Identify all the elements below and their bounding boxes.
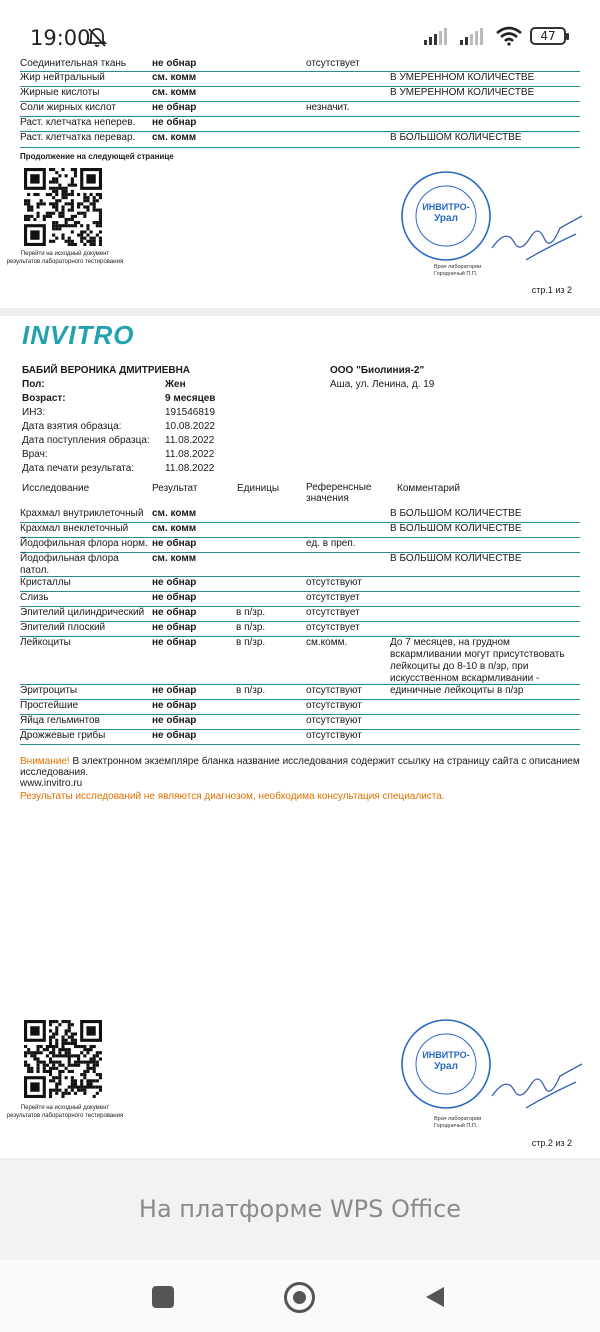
document-page-2[interactable]	[0, 316, 600, 1158]
back-button[interactable]	[424, 1285, 446, 1309]
result-value: см. комм	[152, 523, 197, 534]
table-row	[20, 508, 580, 523]
reference-value: отсутствует	[306, 58, 360, 69]
status-bar	[0, 0, 600, 56]
stamp-icon	[400, 170, 492, 262]
attention-note: Внимание! В электронном экземпляре бланка название исследования содержит ссылку на страницу сайта с описанием исследования.	[20, 756, 580, 778]
recent-apps-button[interactable]	[152, 1286, 174, 1308]
reference-value: ед. в преп.	[306, 538, 356, 549]
reference-value: отсутствует	[306, 592, 360, 603]
result-value: не обнар	[152, 538, 197, 549]
sample-date-label: Дата взятия образца:	[22, 421, 122, 432]
header-test: Исследование	[22, 483, 90, 494]
result-value: не обнар	[152, 607, 197, 618]
battery-level: 47	[540, 29, 556, 43]
table-row	[20, 523, 580, 538]
wifi-icon	[496, 26, 522, 46]
reference-value: отсутствует	[306, 607, 360, 618]
test-name[interactable]: Крахмал внутриклеточный	[20, 508, 144, 519]
qr-code-icon[interactable]	[24, 168, 102, 246]
signature-2-icon	[486, 1056, 586, 1116]
stamp-text-2: Урал	[434, 213, 458, 224]
wps-banner[interactable]: На платформе WPS Office	[0, 1158, 600, 1260]
test-name[interactable]: Кристаллы	[20, 577, 71, 588]
result-value: не обнар	[152, 592, 197, 603]
header-comment: Комментарий	[397, 483, 460, 494]
test-name[interactable]: Слизь	[20, 592, 49, 603]
lab-org-address: Аша, ул. Ленина, д. 19	[330, 379, 435, 390]
stamp-2-icon	[400, 1018, 492, 1110]
result-value: не обнар	[152, 700, 197, 711]
table-row	[20, 72, 580, 87]
units-value: в п/зр.	[236, 622, 266, 633]
header-result: Результат	[152, 483, 198, 494]
qr-caption: Перейти на исходный документ результатов лабораторного тестирования	[6, 251, 124, 265]
clock: 19:00	[30, 26, 91, 50]
comment-value: До 7 месяцев, на грудном вскармливании могут присутствовать лейкоциты до 8-10 в п/зр, при искусственном вскармливании - единичные лейкоциты в п/зр	[390, 637, 565, 696]
age-label: Возраст:	[22, 393, 66, 404]
inz-label: ИНЗ:	[22, 407, 46, 418]
document-page-1[interactable]	[0, 56, 600, 308]
table-row	[20, 607, 580, 622]
table-row	[20, 700, 580, 715]
print-date-label: Дата печати результата:	[22, 463, 135, 474]
comment-value: В БОЛЬШОМ КОЛИЧЕСТВЕ	[390, 132, 522, 143]
test-name[interactable]: Жирные кислоты	[20, 87, 100, 98]
doctor-label: Врач:	[22, 449, 48, 460]
signal-icon	[424, 27, 452, 45]
test-name[interactable]: Йодофильная флора патол.	[20, 553, 119, 576]
result-value: см. комм	[152, 87, 197, 98]
test-name[interactable]: Яйца гельминтов	[20, 715, 100, 726]
test-name[interactable]: Йодофильная флора норм.	[20, 538, 148, 549]
test-name[interactable]: Эпителий цилиндрический	[20, 607, 145, 618]
header-units: Единицы	[237, 483, 280, 494]
table-row	[20, 577, 580, 592]
result-value: не обнар	[152, 637, 197, 648]
test-name[interactable]: Раст. клетчатка неперев.	[20, 117, 136, 128]
table-row	[20, 715, 580, 730]
result-value: см. комм	[152, 132, 197, 143]
result-value: не обнар	[152, 730, 197, 741]
result-value: см. комм	[152, 553, 197, 564]
table-row	[20, 592, 580, 607]
home-button[interactable]	[284, 1282, 315, 1313]
sex-label: Пол:	[22, 379, 45, 390]
table-row	[20, 685, 580, 700]
test-name[interactable]: Жир нейтральный	[20, 72, 105, 83]
result-value: не обнар	[152, 685, 197, 696]
qr-caption-2: Перейти на исходный документ результатов лабораторного тестирования	[6, 1105, 124, 1119]
table-row	[20, 553, 580, 577]
bell-muted-icon	[86, 26, 108, 48]
signature-caption: Врач лаборатории Городничый П.П.	[434, 264, 482, 277]
test-name[interactable]: Дрожжевые грибы	[20, 730, 106, 741]
reference-value: отсутствуют	[306, 730, 362, 741]
result-value: не обнар	[152, 58, 197, 69]
table-row	[20, 538, 580, 553]
reference-value: отсутствуют	[306, 577, 362, 588]
test-name[interactable]: Простейшие	[20, 700, 79, 711]
age-value: 9 месяцев	[165, 393, 216, 404]
disclaimer: Результаты исследований не являются диагнозом, необходима консультация специалиста.	[20, 791, 445, 802]
battery-icon	[530, 27, 566, 45]
sample-date-value: 10.08.2022	[165, 421, 216, 432]
patient-name: БАБИЙ ВЕРОНИКА ДМИТРИЕВНА	[22, 365, 191, 376]
test-name[interactable]: Раст. клетчатка перевар.	[20, 132, 136, 143]
comment-value: В УМЕРЕННОМ КОЛИЧЕСТВЕ	[390, 87, 535, 98]
table-row	[20, 117, 580, 132]
result-value: не обнар	[152, 117, 197, 128]
result-value: см. комм	[152, 508, 197, 519]
sex-value: Жен	[165, 379, 186, 390]
units-value: в п/зр.	[236, 637, 266, 648]
page-gap	[0, 308, 600, 316]
continued-note: Продолжение на следующей странице	[20, 152, 174, 161]
doctor-value: 11.08.2022	[165, 449, 215, 460]
stamp-2-text-2: Урал	[434, 1061, 458, 1072]
signature-caption-2: Врач лаборатории Городничый П.П.	[434, 1116, 482, 1129]
stamp-text: ИНВИТРО-	[422, 202, 470, 212]
table-row	[20, 132, 580, 148]
navigation-bar	[0, 1260, 600, 1332]
test-name[interactable]: Крахмал внеклеточный	[20, 523, 129, 534]
header-ref: Референсные значения	[306, 482, 372, 504]
result-value: не обнар	[152, 577, 197, 588]
result-value: см. комм	[152, 72, 197, 83]
print-date-value: 11.08.2022	[165, 463, 215, 474]
result-value: не обнар	[152, 715, 197, 726]
invitro-logo: INVITRO	[22, 320, 135, 350]
comment-value: В УМЕРЕННОМ КОЛИЧЕСТВЕ	[390, 72, 535, 83]
test-name[interactable]: Эритроциты	[20, 685, 78, 696]
comment-value: В БОЛЬШОМ КОЛИЧЕСТВЕ	[390, 508, 522, 519]
test-name[interactable]: Соединительная ткань	[20, 58, 127, 69]
test-name[interactable]: Соли жирных кислот	[20, 102, 116, 113]
inz-value: 191546819	[165, 407, 216, 418]
reference-value: см.комм.	[306, 637, 348, 648]
test-name[interactable]: Лейкоциты	[20, 637, 71, 648]
table-row	[20, 730, 580, 745]
stamp-2-text: ИНВИТРО-	[422, 1050, 470, 1060]
reference-value: отсутствуют	[306, 685, 362, 696]
table-row	[20, 87, 580, 102]
table-row	[20, 102, 580, 117]
table-row	[20, 58, 580, 72]
comment-value: В БОЛЬШОМ КОЛИЧЕСТВЕ	[390, 553, 522, 564]
lab-org-name: ООО "Биолиния-2"	[330, 365, 425, 376]
result-value: не обнар	[152, 622, 197, 633]
website-link[interactable]: www.invitro.ru	[20, 778, 83, 789]
page-number: стр.1 из 2	[531, 285, 572, 295]
receipt-date-label: Дата поступления образца:	[22, 435, 150, 446]
signature-icon	[486, 208, 586, 268]
signal-2-icon	[460, 27, 488, 45]
units-value: в п/зр.	[236, 607, 266, 618]
test-name[interactable]: Эпителий плоский	[20, 622, 106, 633]
units-value: в п/зр.	[236, 685, 266, 696]
reference-value: отсутствует	[306, 622, 360, 633]
reference-value: незначит.	[306, 102, 350, 113]
result-value: не обнар	[152, 102, 197, 113]
page-number-2: стр.2 из 2	[531, 1138, 572, 1148]
reference-value: отсутствуют	[306, 700, 362, 711]
table-row	[20, 622, 580, 637]
comment-value: В БОЛЬШОМ КОЛИЧЕСТВЕ	[390, 523, 522, 534]
reference-value: отсутствуют	[306, 715, 362, 726]
receipt-date-value: 11.08.2022	[165, 435, 215, 446]
qr-code-2-icon[interactable]	[24, 1020, 102, 1098]
